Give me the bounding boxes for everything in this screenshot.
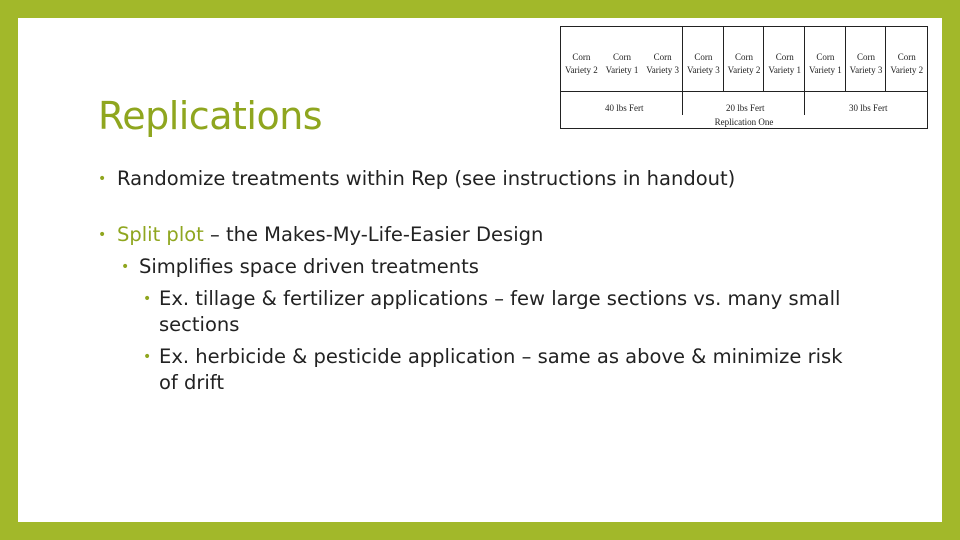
bullet-dot: • bbox=[98, 227, 107, 243]
plot-crop: Corn bbox=[775, 52, 794, 62]
plot-cell bbox=[764, 27, 805, 91]
bullet-text: Randomize treatments within Rep (see instructions in handout) bbox=[117, 167, 736, 190]
bullet-accent-text: Split plot bbox=[117, 223, 204, 246]
plot-cell bbox=[602, 27, 643, 91]
plot-crop: Corn bbox=[816, 52, 835, 62]
plot-crop: Corn bbox=[735, 52, 754, 62]
plot-cell bbox=[886, 27, 927, 91]
plot-variety: Variety 1 bbox=[768, 65, 802, 75]
bullet-text: Ex. tillage & fertilizer applications – few large sections vs. many small sections bbox=[159, 287, 841, 336]
plot-variety: Variety 1 bbox=[808, 65, 842, 75]
plot-variety: Variety 3 bbox=[849, 65, 883, 75]
bullet-item bbox=[98, 254, 852, 280]
bullet-item bbox=[98, 286, 852, 338]
bullet-dot: • bbox=[98, 171, 107, 187]
plot-crop: Corn bbox=[613, 52, 631, 62]
bullet-item bbox=[98, 166, 852, 192]
plot-cell bbox=[642, 27, 683, 91]
bullet-item bbox=[98, 344, 852, 396]
bullet-text: – the Makes-My-Life-Easier Design bbox=[203, 223, 544, 246]
plot-crop: Corn bbox=[572, 52, 591, 62]
plot-cell bbox=[561, 27, 602, 91]
fert-label: 20 lbs Fert bbox=[726, 103, 765, 113]
plot-variety: Variety 3 bbox=[646, 65, 680, 75]
plot-crop: Corn bbox=[653, 52, 672, 62]
plot-variety: Variety 2 bbox=[890, 65, 924, 75]
fert-label: 40 lbs Fert bbox=[605, 103, 644, 113]
slide bbox=[18, 18, 942, 522]
fert-label: 30 lbs Fert bbox=[849, 103, 888, 113]
plot-crop: Corn bbox=[897, 52, 916, 62]
plot-columns bbox=[561, 27, 927, 92]
bullet-item bbox=[98, 222, 852, 248]
bullet-text: Simplifies space driven treatments bbox=[139, 255, 479, 278]
bullet-dot: • bbox=[121, 259, 130, 275]
plot-cell bbox=[805, 27, 846, 91]
replication-label: Replication One bbox=[714, 117, 774, 127]
plot-variety: Variety 2 bbox=[564, 65, 598, 75]
plot-layout-diagram bbox=[560, 26, 928, 129]
plot-variety: Variety 2 bbox=[727, 65, 761, 75]
plot-cell bbox=[724, 27, 765, 91]
plot-variety: Variety 3 bbox=[686, 65, 720, 75]
plot-crop: Corn bbox=[694, 52, 713, 62]
bullet-dot: • bbox=[143, 291, 152, 307]
plot-crop: Corn bbox=[857, 52, 876, 62]
plot-variety: Variety 1 bbox=[605, 65, 639, 75]
plot-cell bbox=[846, 27, 887, 91]
bullet-list bbox=[98, 166, 852, 396]
slide-title: Replications bbox=[98, 94, 323, 138]
bullet-text: Ex. herbicide & pesticide application – same as above & minimize risk of drift bbox=[159, 345, 843, 394]
plot-cell bbox=[683, 27, 724, 91]
bullet-dot: • bbox=[143, 349, 152, 365]
